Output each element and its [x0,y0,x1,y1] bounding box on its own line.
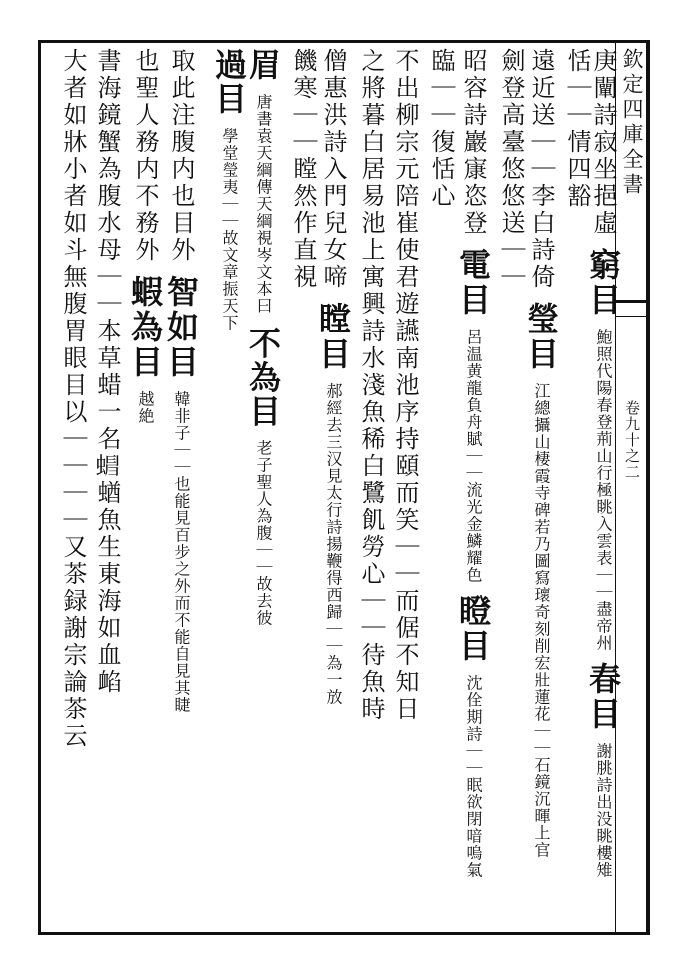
column-text: 昭容詩巖㝩恣登 [459,48,487,237]
text-column-14 [126,48,164,928]
text-column-2 [562,48,592,928]
entry-heading: 眉 [244,48,282,82]
text-column-16 [58,48,88,928]
volume-label: 卷九十之二 [623,400,641,480]
entry-heading: 電目 [454,247,492,318]
column-text: 恬｜｜情四豁 [563,48,591,210]
text-column-5 [454,48,492,928]
text-column-4 [496,48,526,928]
column-text: 之將暮白居易池上寓興詩水淺魚稀白鷺飢勞心｜｜待魚時 [357,48,385,723]
entry-note: 沈佺期詩｜｜眠欲閉喑嗚氣 [464,674,483,879]
entry-note: 呂温黄龍負舟賦｜｜流光金鱗耀色 [464,328,483,584]
entry-heading: 春目 [584,661,622,732]
column-text: 取此注腹内也目外 [167,48,195,264]
text-column-1 [584,48,622,928]
text-column-3 [522,48,560,928]
column-text: 學堂瑩夷｜｜故文章振天下 [220,127,239,332]
column-text: 僧惠洪詩入門兒女啼 [319,48,347,291]
entry-note: 江總攝山棲霞寺碑若乃圖寫瓌奇刻削宏壯蓮花｜｜石鏡沉暉上官 [532,382,551,859]
text-column-9 [314,48,352,928]
entry-heading: 瞠目 [314,301,352,372]
text-column-7 [390,48,420,928]
entry-note: 老子聖人為腹｜｜故去彼 [254,439,273,627]
column-text: 遠近送｜｜李白詩倚 [527,48,555,291]
column-text: 臨｜｜復恬心 [427,48,455,210]
text-column-15 [92,48,122,928]
entry-heading: 不為目 [244,326,282,429]
text-column-10 [288,48,318,928]
entry-note: 越絶 [136,390,155,425]
entry-heading: 窮目 [584,247,622,318]
column-text: 書海鏡蟹為腹水母｜｜本草蜡一名𧍺蝤魚生東海如血䘓 [93,48,121,696]
column-text: 饑寒｜｜瞠然作直視 [289,48,317,291]
text-column-6 [426,48,456,928]
text-column-11 [244,48,282,928]
entry-note: 鮑照代陽春登荊山行極眺入雲表｜｜盡帝州 [594,328,613,652]
column-text: 劍登高臺悠悠送｜｜ [497,48,525,291]
column-text: 也聖人務内不務外 [131,48,159,264]
column-text: 庚闡詩寂坐挹虛 [589,48,617,237]
entry-heading: 過目 [210,48,248,116]
book-title: 欽定四庫全書 [620,48,644,198]
entry-note: 唐書袁天綱傳天綱視岑文本曰 [254,93,273,315]
entry-note: 謝朓詩出没眺樓雉 [594,742,613,879]
text-column-12 [210,48,248,928]
text-column-8 [356,48,386,928]
column-text: 大者如牀小者如斗無腹胃眼目以｜｜｜｜又茶録謝宗論茶云 [59,48,87,750]
entry-heading: 瑩目 [522,301,560,372]
entry-note: 郝經去三汉見太行詩揚鞭得西歸｜｜為一放 [324,382,343,706]
entry-heading: 瞪目 [454,593,492,664]
entry-note: 韓非子｜｜也能見百步之外而不能自見其睫 [172,390,191,714]
entry-heading: 智如目 [162,274,200,380]
entry-heading: 蝦為目 [126,274,164,380]
column-text: 不出柳宗元陪崔使君遊讌南池序持頤而笑｜｜而倨不知日 [391,48,419,723]
text-column-13 [162,48,200,928]
